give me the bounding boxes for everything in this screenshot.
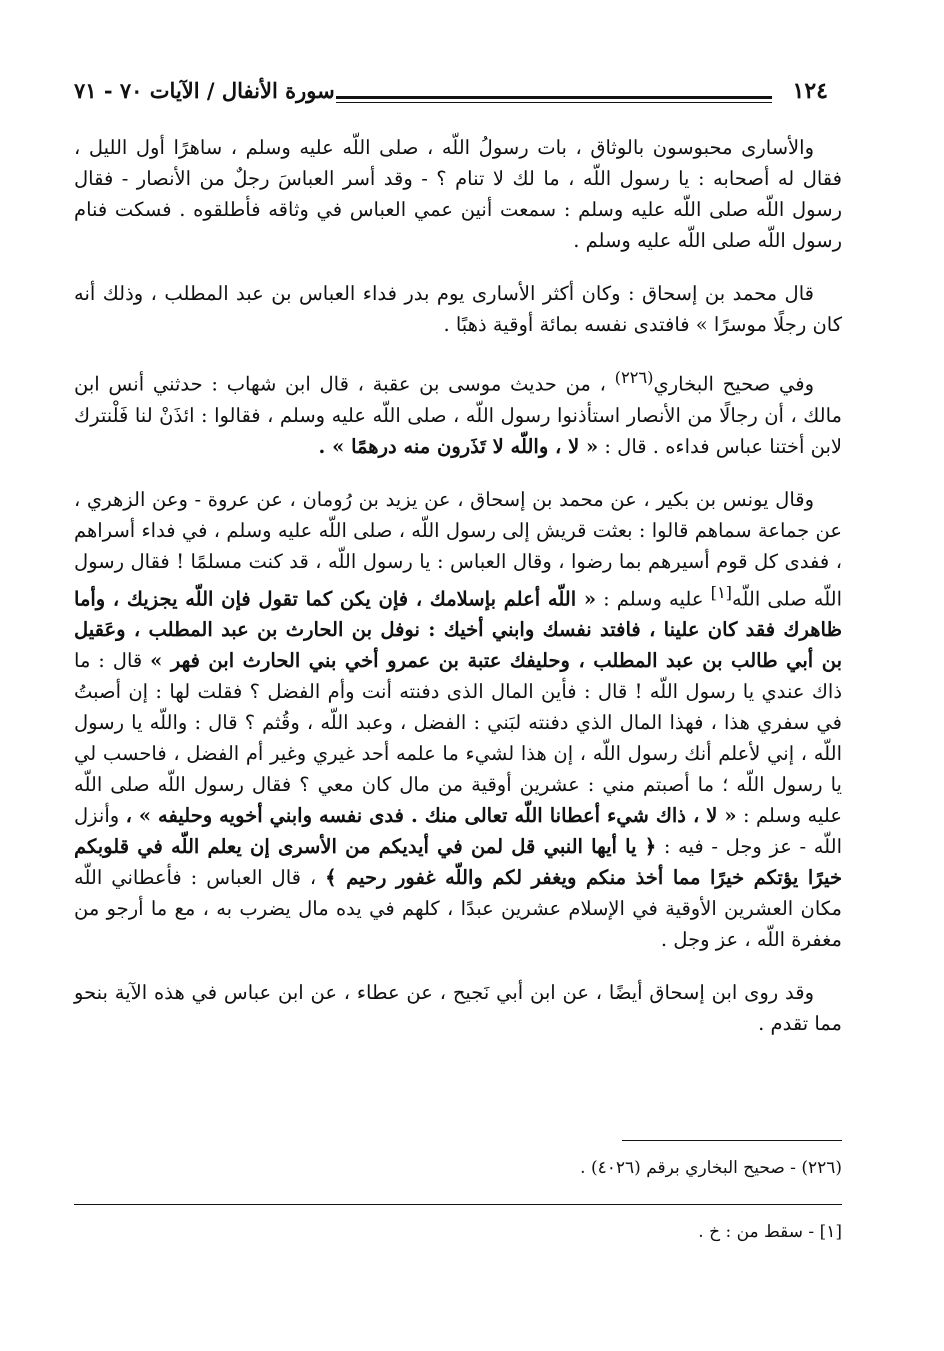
paragraph-4-text-d: وأنزل اللّه - عز وجل - فيه :: [74, 804, 842, 858]
paragraph-4-text-e: ، قال العباس : فأعطاني اللّه مكان العشرين الأوقية في الإسلام عشرين عبدًا ، كلهم في يده مال يضرب به ، مع ما أرجو من مغفرة اللّه ، عز وجل .: [74, 866, 842, 951]
paragraph-3-text-b: ، من حديث موسى بن عقبة ، قال ابن شهاب : حدثني أنس ابن مالك ، أن رجالًا من الأنصار استأذنوا رسول اللّه ، صلى اللّه عليه وسلم ، فقالوا : ائذَنْ لنا فَلْنترك لابن أختنا عباس فداءه . قال :: [74, 372, 842, 458]
main-text: [74, 132, 842, 1061]
paragraph-4: [74, 484, 842, 956]
prophet-reply-bold: « لا ، ذاك شيء أعطانا اللّه تعالى منك . فدى نفسه وابني أخويه وحليفه » ،: [125, 804, 737, 827]
paragraph-3-text-a: وفي صحيح البخاري: [653, 372, 814, 396]
chapter-title: سورة الأنفال / الآيات ٧٠ - ٧١: [74, 78, 335, 103]
quran-verse-bold: ﴿ يا أيها النبي قل لمن في أيديكم من الأسرى إن يعلم اللّه في قلوبكم خيرًا يؤتكم خيرًا مما أخذ منكم ويغفر لكم واللّه غفور رحيم ﴾: [74, 835, 842, 889]
paragraph-4-text-c: قال : ما ذاك عندي يا رسول اللّه ! قال : فأين المال الذى دفنته أنت وأم الفضل ؟ فقلت لها : إن أصبتُ في سفري هذا ، فهذا المال الذي دفنته لبَني : الفضل ، وعبد اللّه ، وقُثم ؟ قال : واللّه يا رسول اللّه ، إني لأعلم أنك رسول اللّه ، إن هذا لشيء ما علمه أحد غيري وغير أم الفضل ، فاحسب لي يا رسول اللّه ؛ ما أصبتم مني : عشرين أوقية من مال كان معي ؟ فقال رسول اللّه صلى اللّه عليه وسلم :: [74, 649, 842, 827]
header-rule: [336, 96, 772, 99]
footnote-rule-full: [74, 1204, 842, 1205]
running-header: [74, 72, 842, 114]
footnote-rule: [622, 1140, 842, 1141]
footnote-226: (٢٢٦) - صحيح البخاري برقم (٤٠٢٦) .: [580, 1158, 842, 1178]
footnote-ref-1: [١]: [710, 582, 733, 602]
paragraph-4-text-b: عليه وسلم :: [596, 587, 711, 610]
paragraph-1: والأسارى محبوسون بالوثاق ، بات رسولُ اللّه ، صلى اللّه عليه وسلم ، ساهرًا أول الليل ، فقال له أصحابه : يا رسول اللّه ، ما لك لا تنام ؟ - وقد أسر العباسَ رجلٌ من الأنصار - فقال رسول اللّه صلى اللّه عليه وسلم : سمعت أنين عمي العباس في وثاقه فأطلقوه . فسكت فنام رسول اللّه صلى اللّه عليه وسلم .: [74, 136, 842, 252]
hadith-quote-bold: « لا ، واللّه لا تَذَرون منه درهمًا » .: [318, 434, 599, 458]
footnote-1: [١] - سقط من : خ .: [698, 1222, 842, 1242]
page-number: ١٢٤: [792, 78, 828, 104]
paragraph-3: [74, 362, 842, 462]
header-rule-thin: [336, 102, 772, 103]
book-page: [74, 72, 842, 1332]
footnote-ref-226: (٢٢٦): [614, 368, 654, 387]
prophet-quote-bold: « اللّه أعلم بإسلامك ، فإن يكن كما تقول فإن اللّه يجزيك ، وأما ظاهرك فقد كان علينا ، فافتد نفسك وابني أخيك : نوفل بن الحارث بن عبد المطلب ، وعَقيل بن أبي طالب بن عبد المطلب ، وحليفك عتبة بن عمرو أخي بني الحارث ابن فهر »: [74, 587, 842, 672]
paragraph-4-text-a: وقال يونس بن بكير ، عن محمد بن إسحاق ، عن يزيد بن رُومان ، عن عروة - وعن الزهري ، عن جماعة سماهم قالوا : بعثت قريش إلى رسول اللّه ، صلى اللّه عليه وسلم ، في فداء أسراهم ، ففدى كل قوم أسيرهم بما رضوا ، وقال العباس : يا رسول اللّه ، قد كنت مسلمًا ! فقال رسول اللّه صلى اللّه: [74, 487, 843, 610]
paragraph-2: قال محمد بن إسحاق : وكان أكثر الأسارى يوم بدر فداء العباس بن عبد المطلب ، وذلك أنه كان رجلًا موسرًا » فافتدى نفسه بمائة أوقية ذهبًا .: [74, 282, 842, 336]
paragraph-5: وقد روى ابن إسحاق أيضًا ، عن ابن أبي نَجيح ، عن عطاء ، عن ابن عباس في هذه الآية بنحو مما تقدم .: [74, 981, 842, 1035]
